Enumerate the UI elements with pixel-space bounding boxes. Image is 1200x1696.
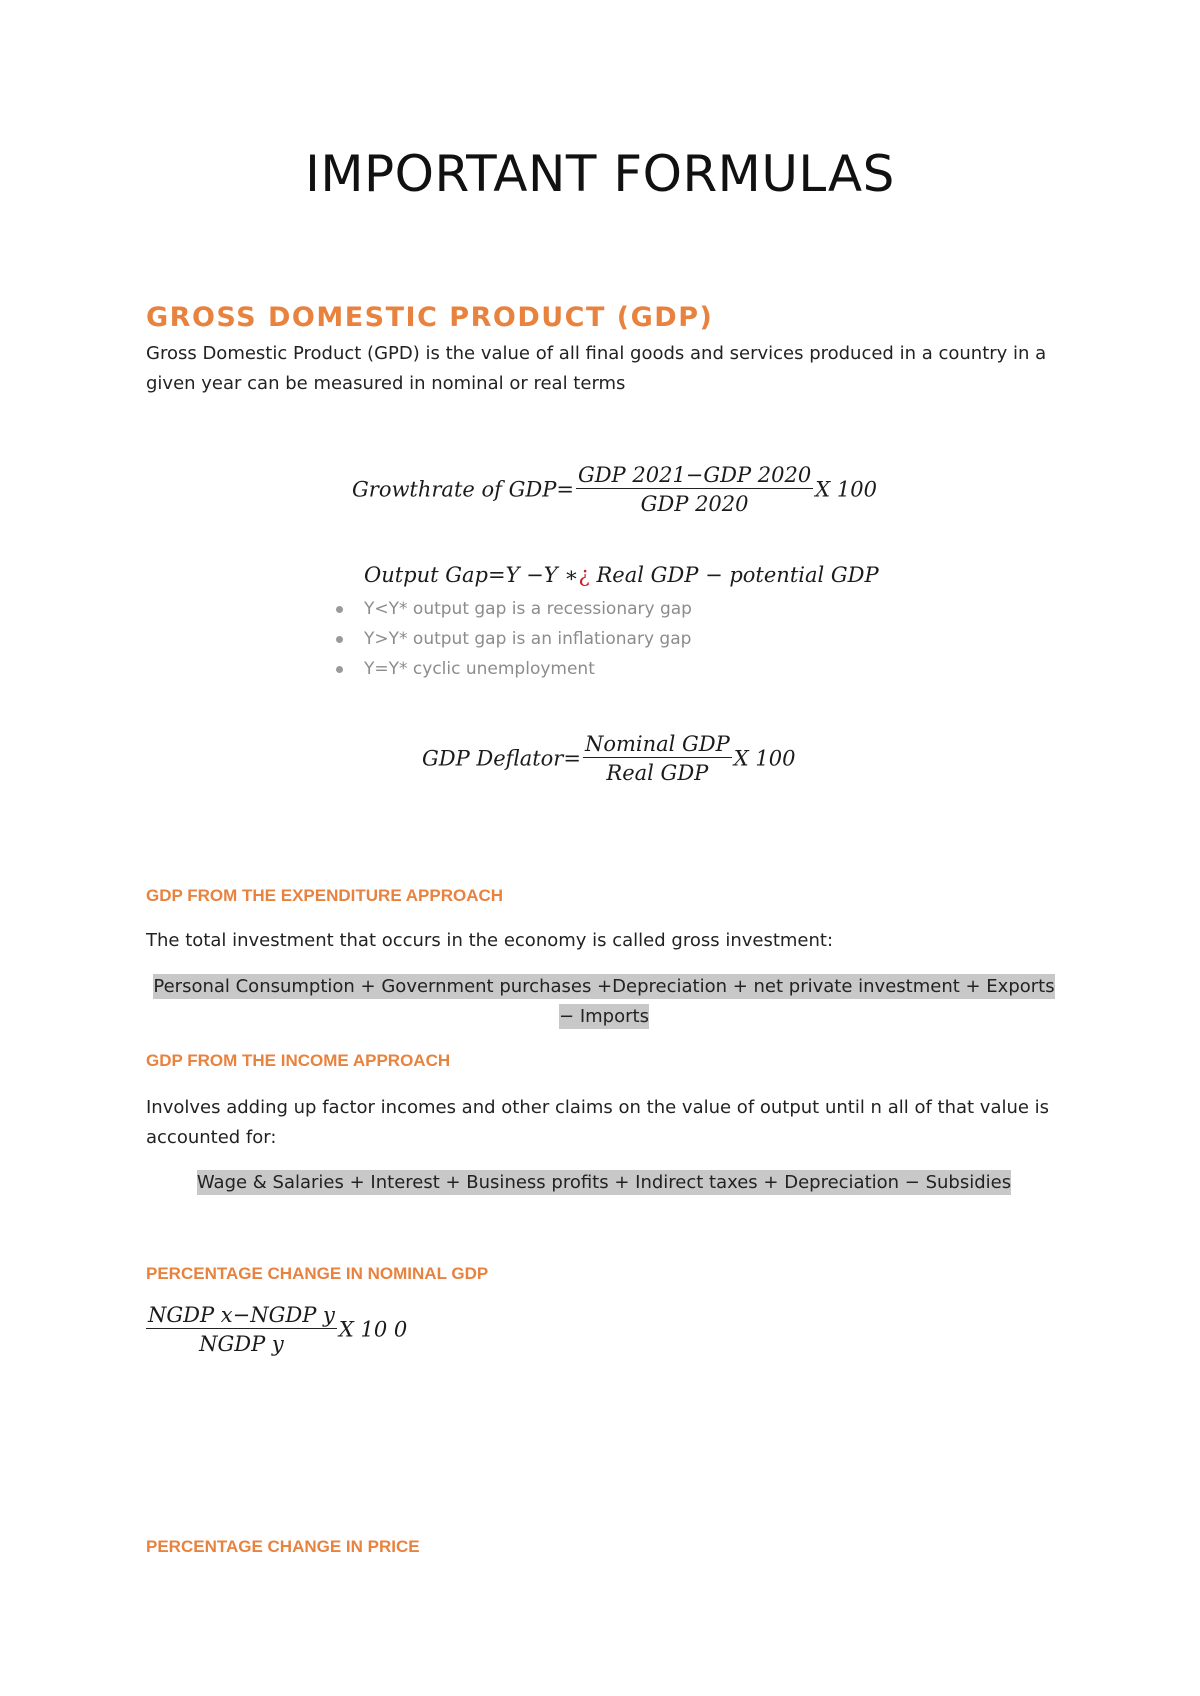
expenditure-formula xyxy=(146,972,1062,1032)
nominal-gdp-change-fraction xyxy=(146,1303,337,1356)
list-item: Y<Y* output gap is a recessionary gap xyxy=(336,594,692,624)
page-title: IMPORTANT FORMULAS xyxy=(305,145,895,203)
nominal-gdp-change-multiplier: X 10 0 xyxy=(338,1317,408,1342)
income-formula xyxy=(146,1168,1062,1198)
expenditure-text: The total investment that occurs in the economy is called gross investment: xyxy=(146,930,834,951)
income-heading: GDP FROM THE INCOME APPROACH xyxy=(146,1051,451,1070)
growth-rate-lhs: Growthrate of GDP= xyxy=(352,477,574,502)
bullet-icon xyxy=(336,666,343,673)
price-change-heading: PERCENTAGE CHANGE IN PRICE xyxy=(146,1537,420,1556)
output-gap-error-glyph: ¿ xyxy=(578,563,590,587)
nominal-gdp-change-numerator: NGDP x−NGDP y xyxy=(148,1303,335,1327)
list-item: Y>Y* output gap is an inflationary gap xyxy=(336,624,692,654)
nominal-gdp-change-denominator: NGDP y xyxy=(199,1332,284,1356)
deflator-numerator: Nominal GDP xyxy=(584,732,730,756)
gdp-intro-paragraph: Gross Domestic Product (GPD) is the value of all final goods and services produced in a country in a given year can be measured in nominal or real terms xyxy=(146,343,1047,394)
expenditure-heading: GDP FROM THE EXPENDITURE APPROACH xyxy=(146,886,504,905)
deflator-fraction xyxy=(583,732,732,785)
bullet-icon xyxy=(336,606,343,613)
income-text: Involves adding up factor incomes and other claims on the value of output until n all of that value is accounted for: xyxy=(146,1097,1050,1148)
output-gap-formula xyxy=(364,563,879,587)
growth-rate-numerator: GDP 2021−GDP 2020 xyxy=(577,463,812,487)
output-gap-bullet-list xyxy=(336,594,692,684)
deflator-lhs: GDP Deflator= xyxy=(422,746,581,771)
income-formula-highlight: Wage & Salaries + Interest + Business profits + Indirect taxes + Depreciation − Subsidies xyxy=(196,1172,1012,1193)
deflator-denominator: Real GDP xyxy=(606,761,709,785)
growth-rate-fraction xyxy=(576,463,813,516)
growth-rate-multiplier: X 100 xyxy=(815,477,877,502)
bullet-icon xyxy=(336,636,343,643)
deflator-multiplier: X 100 xyxy=(733,746,796,771)
gdp-heading: GROSS DOMESTIC PRODUCT (GDP) xyxy=(146,302,714,333)
list-item: Y=Y* cyclic unemployment xyxy=(336,654,692,684)
gdp-deflator-formula xyxy=(422,732,795,785)
nominal-gdp-change-formula xyxy=(144,1303,407,1356)
growth-rate-formula xyxy=(352,463,877,516)
output-gap-rhs: Real GDP − potential GDP xyxy=(596,563,879,587)
nominal-gdp-change-heading: PERCENTAGE CHANGE IN NOMINAL GDP xyxy=(146,1264,489,1283)
output-gap-lhs: Output Gap=Y −Y ∗ xyxy=(364,563,579,587)
expenditure-formula-highlight: Personal Consumption + Government purchases +Depreciation + net private investment + Exports − Imports xyxy=(153,976,1055,1027)
growth-rate-denominator: GDP 2020 xyxy=(640,492,749,516)
